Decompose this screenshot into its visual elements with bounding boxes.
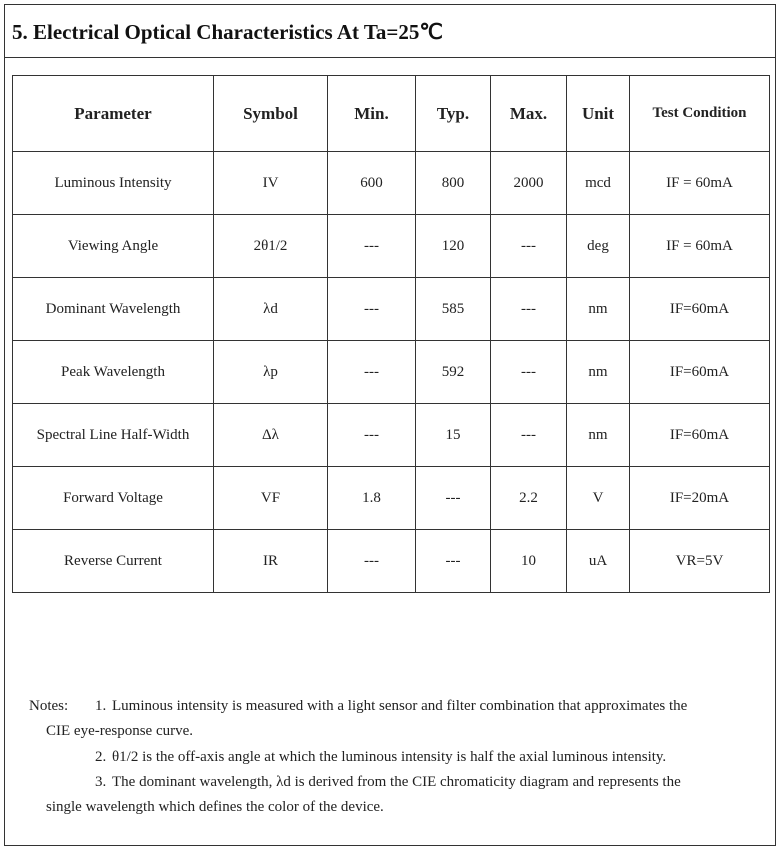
table-row <box>13 404 770 467</box>
notes <box>29 694 687 820</box>
note-text: θ1/2 is the off-axis angle at which the luminous intensity is half the axial luminous intensity. <box>112 748 667 765</box>
note-number: 3. <box>95 773 107 790</box>
table-cell: mcd <box>567 152 630 215</box>
table-cell: VR=5V <box>630 530 770 593</box>
table-cell: IF=60mA <box>630 278 770 341</box>
table-cell: --- <box>491 278 567 341</box>
note-number: 1. <box>95 698 107 714</box>
table-cell: Spectral Line Half-Width <box>13 404 214 467</box>
table-cell: IV <box>214 152 328 215</box>
table-cell: --- <box>491 341 567 404</box>
column-header: Symbol <box>214 76 328 152</box>
table-row <box>13 341 770 404</box>
table-cell: IF = 60mA <box>630 215 770 278</box>
note-number: 2. <box>95 748 107 765</box>
table-cell: Δλ <box>214 404 328 467</box>
table-cell: 10 <box>491 530 567 593</box>
table-cell: nm <box>567 278 630 341</box>
table-cell: --- <box>328 404 416 467</box>
table-cell: 1.8 <box>328 467 416 530</box>
table-row <box>13 152 770 215</box>
column-header: Max. <box>491 76 567 152</box>
table-cell: IF=20mA <box>630 467 770 530</box>
table-cell: VF <box>214 467 328 530</box>
characteristics-table <box>12 75 770 593</box>
table-cell: Peak Wavelength <box>13 341 214 404</box>
section-title: 5. Electrical Optical Characteristics At Ta=25℃ <box>12 20 443 44</box>
table-cell: 2000 <box>491 152 567 215</box>
table-cell: IF=60mA <box>630 404 770 467</box>
table-cell: Forward Voltage <box>13 467 214 530</box>
table-cell: 15 <box>416 404 491 467</box>
notes-label: Notes: <box>29 698 69 714</box>
table-cell: 592 <box>416 341 491 404</box>
table-cell: V <box>567 467 630 530</box>
table-row <box>13 530 770 593</box>
column-header: Unit <box>567 76 630 152</box>
column-header: Parameter <box>13 76 214 152</box>
table-cell: nm <box>567 341 630 404</box>
column-header: Min. <box>328 76 416 152</box>
table-cell: deg <box>567 215 630 278</box>
table-cell: --- <box>491 215 567 278</box>
table-header-row <box>13 76 770 152</box>
column-header: Typ. <box>416 76 491 152</box>
table-cell: --- <box>328 278 416 341</box>
table-cell: λd <box>214 278 328 341</box>
table-row <box>13 215 770 278</box>
table-cell: --- <box>328 215 416 278</box>
note-text: Luminous intensity is measured with a light sensor and filter combination that approximates the <box>112 698 688 714</box>
table-cell: 2.2 <box>491 467 567 530</box>
table-cell: uA <box>567 530 630 593</box>
table-cell: Dominant Wavelength <box>13 278 214 341</box>
table-cell: 600 <box>328 152 416 215</box>
table-cell: nm <box>567 404 630 467</box>
table-cell: Reverse Current <box>13 530 214 593</box>
table-cell: IF=60mA <box>630 341 770 404</box>
table-cell: --- <box>328 341 416 404</box>
note-text: The dominant wavelength, λd is derived from the CIE chromaticity diagram and represents the <box>112 773 681 790</box>
table-cell: IF = 60mA <box>630 152 770 215</box>
table-cell: 120 <box>416 215 491 278</box>
table-cell: --- <box>416 530 491 593</box>
note-text: CIE eye-response curve. <box>46 723 194 740</box>
column-header: Test Condition <box>630 76 770 152</box>
title-bar <box>4 4 776 58</box>
table-cell: 800 <box>416 152 491 215</box>
note-text: single wavelength which defines the color of the device. <box>46 799 384 816</box>
table-cell: 585 <box>416 278 491 341</box>
table-cell: λp <box>214 341 328 404</box>
table-cell: Viewing Angle <box>13 215 214 278</box>
table-cell: --- <box>491 404 567 467</box>
table-cell: --- <box>328 530 416 593</box>
table-row <box>13 278 770 341</box>
table-cell: 2θ1/2 <box>214 215 328 278</box>
table-row <box>13 467 770 530</box>
table-cell: IR <box>214 530 328 593</box>
table-cell: Luminous Intensity <box>13 152 214 215</box>
table-cell: --- <box>416 467 491 530</box>
